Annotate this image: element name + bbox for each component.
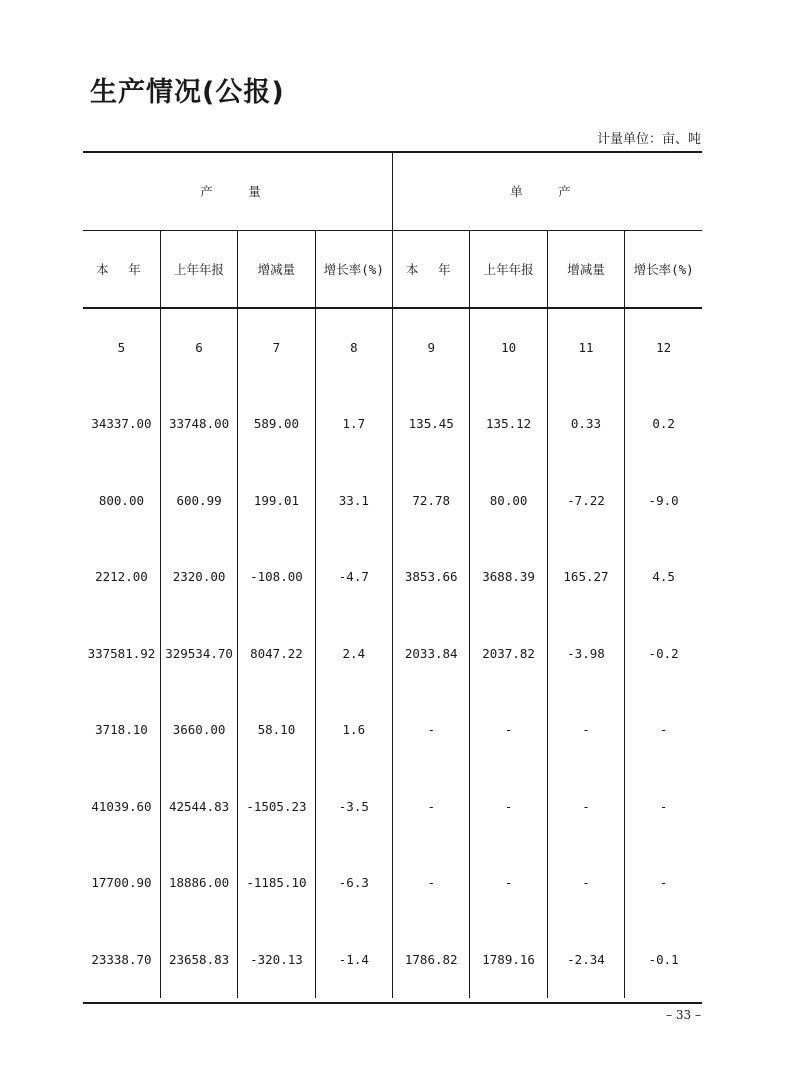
- table-cell: -320.13: [238, 921, 315, 998]
- table-cell: 1.6: [315, 692, 392, 769]
- table-cell: 0.33: [547, 386, 624, 463]
- table-row: [83, 462, 702, 539]
- table-cell: -: [625, 768, 702, 845]
- table-cell: 329534.70: [160, 615, 237, 692]
- table-cell: 7: [238, 308, 315, 386]
- table-cell: -6.3: [315, 845, 392, 922]
- table-cell: -2.34: [547, 921, 624, 998]
- table-row: [83, 386, 702, 463]
- table-cell: -: [547, 768, 624, 845]
- column-header: 增减量: [547, 230, 624, 308]
- table-cell: 3718.10: [95, 722, 148, 738]
- table-cell: 2.4: [315, 615, 392, 692]
- column-header: 增长率(%): [625, 230, 702, 308]
- table-cell: 3853.66: [393, 539, 470, 616]
- table-cell: 5: [117, 339, 126, 355]
- table-cell: -: [470, 768, 547, 845]
- table-cell: 589.00: [238, 386, 315, 463]
- table-cell: -1505.23: [238, 768, 315, 845]
- table-cell: 800.00: [98, 492, 145, 508]
- table-row: [83, 539, 702, 616]
- table-cell: -1.4: [315, 921, 392, 998]
- table-cell: 4.5: [625, 539, 702, 616]
- table-cell: 1789.16: [470, 921, 547, 998]
- table-cell: 12: [625, 308, 702, 386]
- column-header: 上年年报: [470, 230, 547, 308]
- table-cell: 23338.70: [91, 951, 152, 967]
- table-cell: -0.1: [625, 921, 702, 998]
- table-cell: -0.2: [625, 615, 702, 692]
- column-header: 上年年报: [160, 230, 237, 308]
- table-cell: -: [625, 692, 702, 769]
- table-cell: 8047.22: [238, 615, 315, 692]
- table-row: [83, 921, 702, 998]
- table-cell: -: [470, 692, 547, 769]
- table-cell: 1.7: [315, 386, 392, 463]
- table-cell: 42544.83: [160, 768, 237, 845]
- table-cell: 135.45: [393, 386, 470, 463]
- table-cell: 3688.39: [470, 539, 547, 616]
- table-cell: 18886.00: [160, 845, 237, 922]
- unit-label: 计量单位：亩、吨: [596, 132, 701, 147]
- table-cell: 600.99: [160, 462, 237, 539]
- group-header-output: 产 量: [83, 153, 393, 230]
- table-row: [83, 845, 702, 922]
- table-cell: -7.22: [547, 462, 624, 539]
- table-cell: -: [470, 845, 547, 922]
- table-cell: 1786.82: [393, 921, 470, 998]
- table-cell: 58.10: [238, 692, 315, 769]
- group-header-yield: 单 产: [393, 153, 703, 230]
- table-cell: 2037.82: [470, 615, 547, 692]
- column-header: 本 年: [83, 230, 160, 308]
- page-number: – 33 –: [666, 1008, 701, 1022]
- table-row: [83, 615, 702, 692]
- table-cell: 2320.00: [160, 539, 237, 616]
- table-row: [83, 768, 702, 845]
- table-cell: 0.2: [625, 386, 702, 463]
- table-cell: -: [393, 845, 470, 922]
- table-cell: 9: [393, 308, 470, 386]
- table-cell: 135.12: [470, 386, 547, 463]
- table-cell: 33748.00: [160, 386, 237, 463]
- table-cell: -: [393, 692, 470, 769]
- table-cell: -4.7: [315, 539, 392, 616]
- column-header: 本 年: [393, 230, 470, 308]
- column-header: 增长率(%): [315, 230, 392, 308]
- table-cell: -: [393, 768, 470, 845]
- table-cell: -: [547, 692, 624, 769]
- table-cell: 34337.00: [91, 416, 152, 432]
- group-header-row: [83, 153, 702, 230]
- column-header-row: [83, 230, 702, 308]
- production-table: [83, 153, 702, 998]
- table-cell: 10: [470, 308, 547, 386]
- page-title: 生产情况(公报): [90, 77, 285, 108]
- table-cell: 199.01: [238, 462, 315, 539]
- table-cell: 80.00: [470, 462, 547, 539]
- table-cell: -: [625, 845, 702, 922]
- column-header: 增减量: [238, 230, 315, 308]
- table-cell: -: [547, 845, 624, 922]
- table-cell: 23658.83: [160, 921, 237, 998]
- table-cell: 8: [315, 308, 392, 386]
- production-table-frame: [83, 151, 702, 1004]
- table-cell: 2033.84: [393, 615, 470, 692]
- table-cell: -108.00: [238, 539, 315, 616]
- table-cell: 11: [547, 308, 624, 386]
- table-cell: -3.5: [315, 768, 392, 845]
- table-cell: 72.78: [393, 462, 470, 539]
- table-cell: 3660.00: [160, 692, 237, 769]
- table-cell: 337581.92: [87, 645, 156, 661]
- table-cell: 41039.60: [91, 798, 152, 814]
- table-cell: 33.1: [315, 462, 392, 539]
- table-row: [83, 308, 702, 386]
- table-cell: 17700.90: [91, 875, 152, 891]
- table-cell: -3.98: [547, 615, 624, 692]
- table-cell: 6: [160, 308, 237, 386]
- table-cell: 2212.00: [95, 569, 148, 585]
- table-cell: 165.27: [547, 539, 624, 616]
- table-cell: -9.0: [625, 462, 702, 539]
- table-cell: -1185.10: [238, 845, 315, 922]
- table-row: [83, 692, 702, 769]
